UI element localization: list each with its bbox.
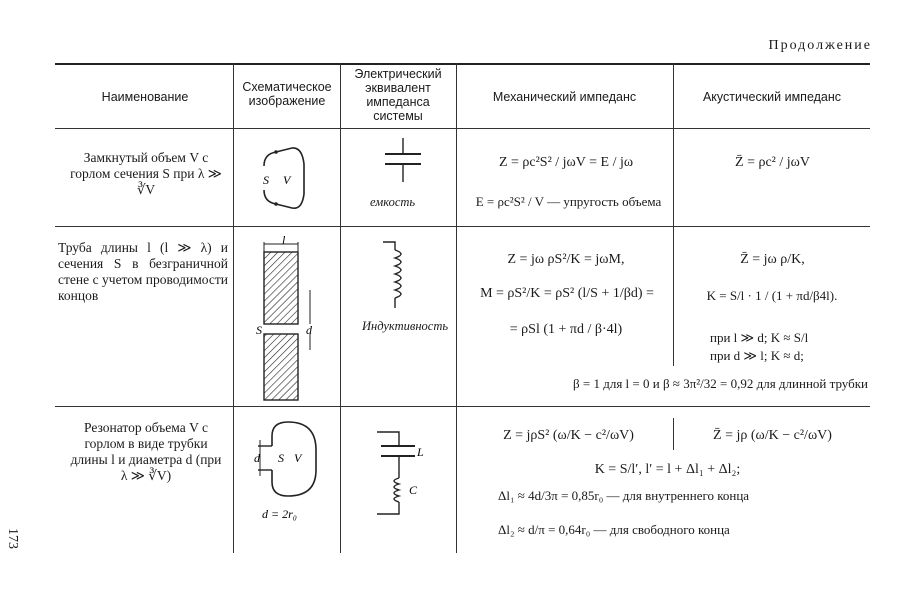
row3-mechanical-formula: Z = jρS² (ω/K − c²/ωV) bbox=[503, 428, 634, 443]
column-divider-2 bbox=[340, 63, 341, 553]
row3-label-s: S bbox=[278, 451, 284, 465]
row2-mechanical-formula-3: = ρSl (1 + πd / β·4l) bbox=[509, 322, 623, 337]
row2-inductance-label: Индуктивность bbox=[362, 319, 449, 333]
header-rule bbox=[55, 128, 870, 129]
row3-shared-formula-3: Δl₂ ≈ d/π = 0,64r₀ — для свободного конца bbox=[498, 522, 730, 537]
column-divider-4a bbox=[673, 63, 674, 226]
row1-acoustic-formula: Z̄ = ρc² / jωV bbox=[735, 155, 810, 170]
row2-inductor-symbol bbox=[343, 236, 453, 316]
row3-lc-circuit-symbol bbox=[343, 418, 453, 528]
row2-acoustic-condition-1: при l ≫ d; K ≈ S/l bbox=[710, 330, 809, 345]
continuation-caption: Продолжение bbox=[768, 38, 872, 53]
header-equivalent: Электрический эквивалент импеданса системы bbox=[354, 67, 442, 123]
row2-label-s: S bbox=[256, 323, 262, 337]
column-divider-4b bbox=[673, 226, 674, 366]
row2-mechanical-formula-1: Z = jω ρS²/K = jωM, bbox=[507, 252, 625, 267]
row2-schematic-tube-wall bbox=[236, 230, 338, 402]
row3-shared-formula-1: K = S/l′, l′ = l + Δl₁ + Δl₂; bbox=[594, 462, 741, 477]
row3-label-v: V bbox=[294, 451, 302, 465]
row3-label-d: d bbox=[254, 451, 260, 465]
row1-capacitance-label: емкость bbox=[370, 195, 416, 209]
row3-schematic-resonator bbox=[236, 414, 338, 524]
row1-label-v: V bbox=[283, 173, 291, 187]
row2-acoustic-formula-1: Z̄ = jω ρ/K, bbox=[740, 252, 805, 267]
row2-name: Труба длины l (l ≫ λ) и сечения S в безграничной стене с учетом проводимости концов bbox=[58, 240, 228, 303]
row1-mechanical-formula-1: Z = ρc²S² / jωV = E / jω bbox=[498, 155, 634, 170]
row1-name: Замкнутый объем V с горлом сечения S при λ ≫ ∛V bbox=[70, 150, 222, 197]
row1-capacitor-symbol bbox=[343, 134, 453, 194]
column-divider-3 bbox=[456, 63, 457, 553]
row-rule-1 bbox=[55, 226, 870, 227]
row2-acoustic-condition-2: при d ≫ l; K ≈ d; bbox=[710, 348, 804, 363]
header-schematic: Схематическое изображение bbox=[242, 80, 332, 108]
row2-beta-footnote: β = 1 для l = 0 и β ≈ 3π²/32 = 0,92 для длинной трубки bbox=[573, 376, 868, 391]
row3-label-capacitance: C bbox=[409, 483, 418, 497]
row3-name: Резонатор объема V с горлом в виде трубки длины l и диаметра d (при λ ≫ ∛V) bbox=[70, 420, 222, 483]
row-rule-2 bbox=[55, 406, 870, 407]
row3-label-inductance: L bbox=[417, 445, 424, 459]
row2-label-l: l bbox=[282, 233, 286, 247]
header-name: Наименование bbox=[101, 90, 189, 104]
row1-mechanical-formula-2: E = ρc²S² / V — упругость объема bbox=[475, 194, 662, 209]
column-divider-1 bbox=[233, 63, 234, 553]
page-number: 173 bbox=[5, 528, 20, 549]
table-top-rule bbox=[55, 63, 870, 65]
header-mechanical: Механический импеданс bbox=[492, 90, 637, 104]
row3-acoustic-formula: Z̄ = jρ (ω/K − c²/ωV) bbox=[713, 428, 832, 443]
row1-label-s: S bbox=[263, 173, 269, 187]
row2-label-d: d bbox=[306, 323, 312, 337]
row1-schematic-volume bbox=[236, 134, 338, 222]
row2-acoustic-formula-2: K = S/l · 1 / (1 + πd/β4l). bbox=[706, 288, 838, 303]
row3-label-diameter: d = 2r₀ bbox=[262, 507, 297, 521]
column-divider-4c bbox=[673, 418, 674, 450]
row2-mechanical-formula-2: M = ρS²/K = ρS² (l/S + 1/βd) = bbox=[480, 286, 654, 301]
row3-shared-formula-2: Δl₁ ≈ 4d/3π = 0,85r₀ — для внутреннего конца bbox=[498, 488, 750, 503]
header-acoustic: Акустический импеданс bbox=[702, 90, 842, 104]
